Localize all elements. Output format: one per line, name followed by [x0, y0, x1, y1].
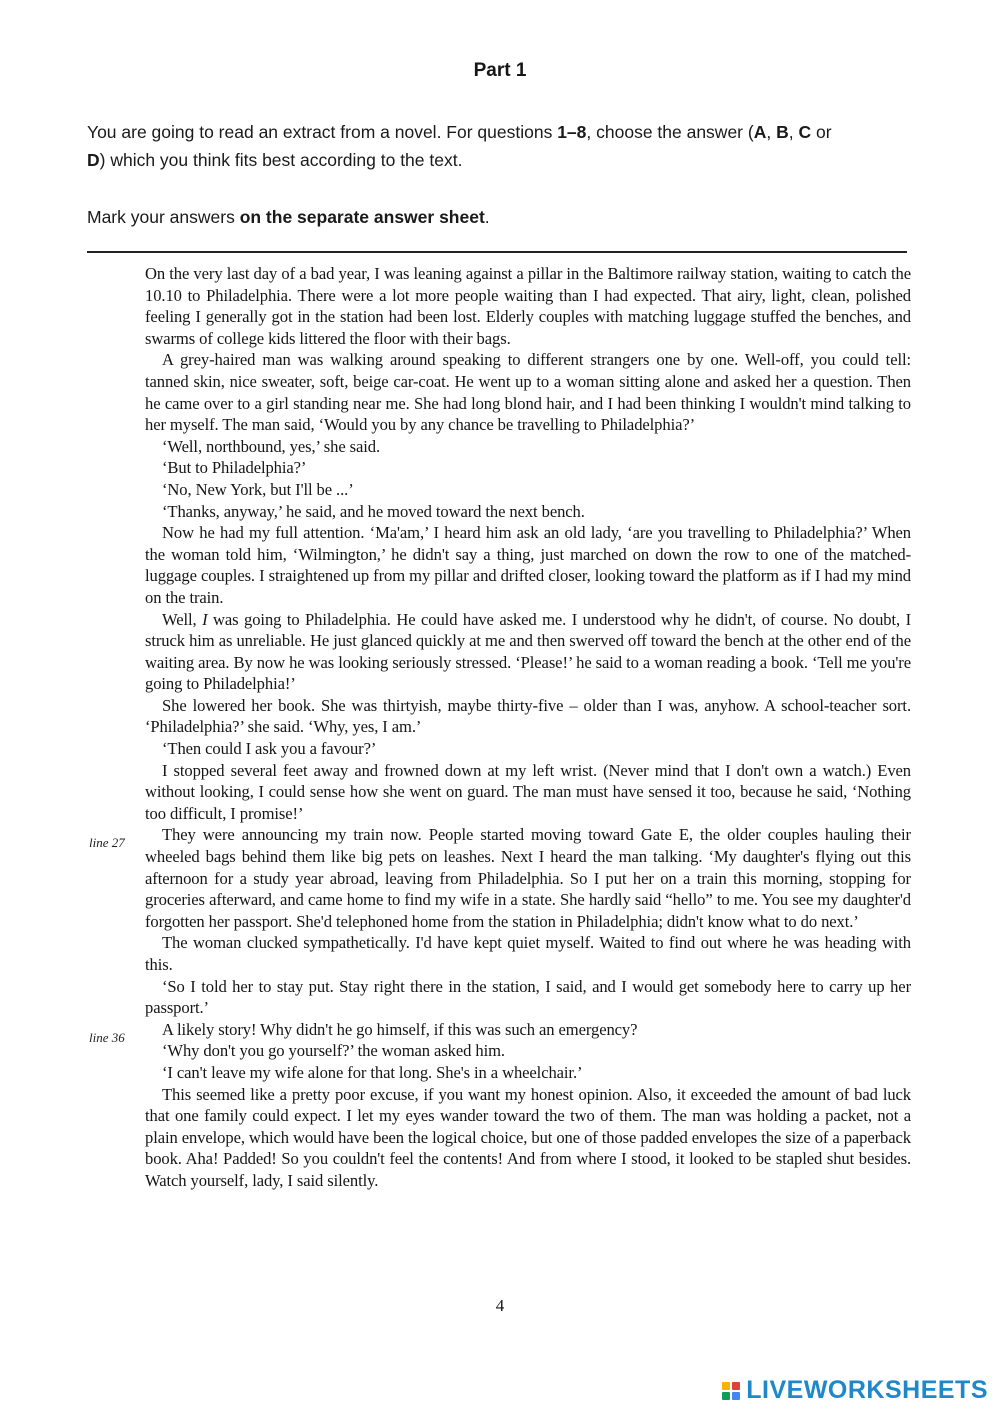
instruction-text: ) which you think fits best according to the text. — [99, 150, 463, 170]
option-c: C — [798, 122, 812, 142]
option-d: D — [87, 150, 100, 170]
paragraph: ‘No, New York, but I'll be ...’ — [162, 479, 354, 499]
paragraph: I stopped several feet away and frowned down at my left wrist. (Never mind that I don't own a watch.) Even without looking, I could sense how she went on guard. The man must have sensed it too, because he said, ‘Nothing too difficult, I promise!’ — [145, 760, 911, 823]
text-run: was going to Philadelphia. He could have asked me. I understood why he didn't, of course. No doubt, I struck him as unreliable. He just glanced quickly at me and then swerved off toward the bench at the other end of the waiting area. By now he was looking seriously stressed. ‘Please!’ he said to a woman reading a book. ‘Tell me you're going to Philadelphia!’ — [145, 609, 911, 694]
instruction-text: . — [484, 207, 490, 227]
paragraph: A grey-haired man was walking around speaking to different strangers one by one. Well-off, you could tell: tanned skin, nice sweater, soft, beige car-coat. He went up to a woman sitting alone and asked her a question. Then he came over to a girl standing near me. She had long blond hair, and I had been thinking I wouldn't mind talking to her myself. The man said, ‘Would you by any chance be travelling to Philadelphia?’ — [145, 350, 911, 435]
paragraph — [145, 609, 911, 695]
divider — [87, 251, 907, 253]
paragraph: ‘So I told her to stay put. Stay right there in the station, I said, and I would get somebody here to carry up her passport.’ — [145, 976, 911, 1018]
text-run: Well, — [162, 609, 203, 629]
task-instructions: You are going to read an extract from a novel. For questions 1–8, choose the answer (A, B, C or D) which you think fits best according to the text. — [87, 122, 832, 170]
paragraph: The woman clucked sympathetically. I'd have kept quiet myself. Waited to find out where he was heading with this. — [145, 933, 911, 974]
paragraph: Now he had my full attention. ‘Ma'am,’ I heard him ask an old lady, ‘are you travelling to Philadelphia?’ When the woman told him, ‘Wilmington,’ he didn't say a thing, just marched on down the row to one of the matched-luggage couples. I straightened up from my pillar and drifted closer, looking toward the platform as if I had my mind on the train. — [145, 523, 911, 607]
emphasis: I — [202, 609, 208, 629]
instruction-text: You are going to read an extract from a novel. For questions — [87, 122, 558, 142]
answer-sheet-emphasis: on the separate answer sheet — [239, 207, 485, 227]
option-b: B — [776, 122, 789, 142]
logo-grid-icon — [722, 1382, 740, 1400]
option-a: A — [753, 122, 767, 142]
paragraph: They were announcing my train now. People started moving toward Gate E, the older couples hauling their wheeled bags behind them like big pets on leashes. Next I heard the man talking. ‘My daughter's flying out this afternoon for a study year abroad, leaving from Philadelphia. So I put her on a train this morning, stopping for groceries afterward, and came home to find my wife in a state. She hardly said “hello” to me. You see my daughter'd forgotten her passport. She'd telephoned home from the station in Philadelphia; didn't know what to do next.’ — [145, 825, 911, 931]
paragraph: ‘I can't leave my wife alone for that long. She's in a wheelchair.’ — [162, 1062, 583, 1082]
paragraph: On the very last day of a bad year, I was leaning against a pillar in the Baltimore railway station, waiting to catch the 10.10 to Philadelphia. There were a lot more people waiting than I had expected. That airy, light, clean, polished feeling I generally got in the station had been lost. Elderly couples with matching luggage stuffed the benches, and swarms of college kids littered the floor with their bags. — [145, 264, 911, 348]
paragraph: This seemed like a pretty poor excuse, if you want my honest opinion. Also, it exceeded the amount of bad luck that one family could expect. I let my eyes wander toward the two of them. The man was holding a packet, not a plain envelope, which would have been the logical choice, but one of those padded envelopes the size of a paperback book. Aha! Padded! So you couldn't feel the contents! And from where I stood, it looked to be stapled shut besides. Watch yourself, lady, I said silently. — [145, 1084, 911, 1190]
line-27-label: line 27 — [89, 835, 125, 850]
instruction-text: Mark your answers — [87, 207, 240, 227]
instruction-text: or — [811, 122, 832, 142]
reading-passage — [145, 263, 911, 1192]
paragraph: ‘But to Philadelphia?’ — [162, 458, 307, 478]
liveworksheets-logo — [722, 1376, 988, 1405]
page-number: 4 — [495, 1296, 505, 1315]
paragraph: ‘Thanks, anyway,’ he said, and he moved toward the next bench. — [162, 501, 585, 521]
paragraph: ‘Why don't you go yourself?’ the woman asked him. — [162, 1041, 505, 1061]
answer-sheet-instruction — [87, 203, 927, 231]
paragraph: ‘Then could I ask you a favour?’ — [162, 739, 377, 759]
page-title: Part 1 — [473, 60, 527, 81]
question-range: 1–8 — [557, 122, 587, 142]
paragraph: She lowered her book. She was thirtyish, maybe thirty-five – older than I was, anyhow. A school-teacher sort. ‘Philadelphia?’ she said. ‘Why, yes, I am.’ — [145, 695, 911, 737]
paragraph: ‘Well, northbound, yes,’ she said. — [162, 436, 381, 456]
logo-text: LIVEWORKSHEETS — [746, 1376, 988, 1404]
instruction-text: , choose the answer ( — [586, 122, 754, 142]
line-36-label: line 36 — [89, 1030, 125, 1045]
paragraph: A likely story! Why didn't he go himself, if this was such an emergency? — [162, 1019, 638, 1039]
